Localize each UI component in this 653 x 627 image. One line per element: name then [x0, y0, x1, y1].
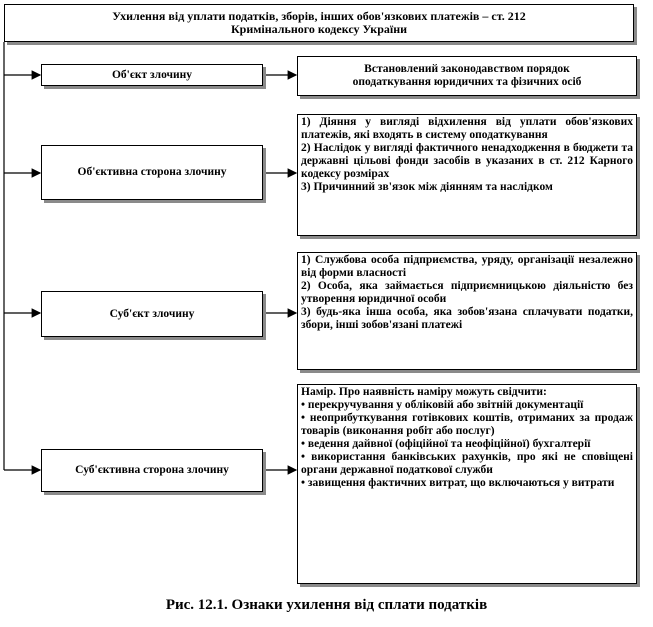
subject-item-3: 3) будь-яка інша особа, яка зобов'язана сплачувати податки, збори, інші зобов'язані платежі: [301, 306, 633, 331]
objective-item-2: 2) Наслідок у вигляді фактичного ненадходження в бюджети та державні цільові фонди засобів в указаних в ст. 212 Карного кодексу розмірах: [301, 142, 633, 180]
header-line-2: Кримінального кодексу України: [230, 22, 408, 36]
content-object-line-1: Встановлений законодавством порядок: [364, 63, 570, 75]
subject-item-1: 1) Службова особа підприємства, уряду, організації незалежно від форми власності: [301, 254, 633, 279]
subjective-item-6: • завищення фактичних витрат, що включаються у витрати: [301, 477, 615, 489]
subjective-item-1: Намір. Про наявність наміру можуть свідчити:: [301, 386, 547, 398]
label-subjective-side-text: Суб'єктивна сторона злочину: [75, 464, 229, 476]
subjective-item-3: • неоприбуткування готівкових коштів, отриманих за продаж товарів (виконання робіт або послуг): [301, 412, 633, 437]
content-subject: [297, 252, 637, 370]
content-objective-side: [297, 114, 637, 236]
label-subjective-side: [41, 449, 263, 492]
objective-item-3: 3) Причинний зв'язок між діянням та наслідком: [301, 181, 553, 193]
label-objective-side-text: Об'єктивна сторона злочину: [77, 166, 227, 178]
content-object-line-2: оподаткування юридичних та фізичних осіб: [352, 76, 582, 88]
label-object: [41, 64, 263, 86]
label-subject-text: Суб'єкт злочину: [109, 307, 195, 320]
label-object-text: Об'єкт злочину: [111, 68, 193, 81]
label-objective-side: [41, 145, 263, 200]
content-object: [297, 56, 637, 96]
content-subjective-side: [297, 384, 637, 584]
figure-caption: Рис. 12.1. Ознаки ухилення від сплати податків: [165, 597, 488, 613]
label-subject: [41, 291, 263, 337]
objective-item-1: 1) Діяння у вигляді відхилення від уплати обов'язкових платежів, які входять в систему оподаткування: [301, 116, 633, 141]
subjective-item-4: • ведення дайвної (офіційної та неофіційної) бухгалтерії: [301, 438, 591, 450]
subjective-item-2: • перекручування у обліковій або звітній документації: [301, 399, 584, 411]
header-line-1: Ухилення від уплати податків, зборів, інших обов'язкових платежів – ст. 212: [112, 9, 526, 23]
subject-item-2: 2) Особа, яка займається підприємницькою діяльністю без утворення юридичної особи: [301, 280, 633, 305]
header-box: [4, 4, 634, 42]
subjective-item-5: • використання банківських рахунків, про які не сповіщені органи державної податкової служби: [301, 451, 633, 476]
